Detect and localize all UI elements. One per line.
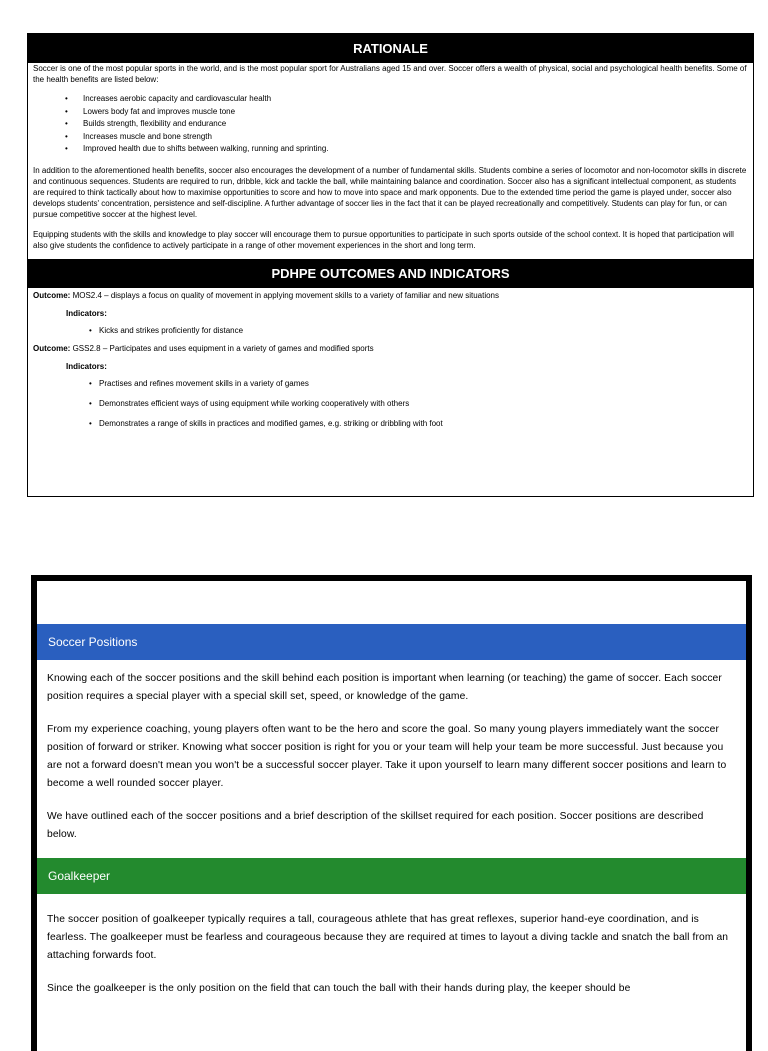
outcome-label: Outcome: [33,290,71,300]
positions-paragraph: We have outlined each of the soccer positions and a brief description of the skillset required for each position. Soccer positions are described below. [47,811,704,840]
goalkeeper-paragraph: Since the goalkeeper is the only position on the field that can touch the ball with their hands during play, the keeper should be [47,983,631,994]
list-item: • Increases aerobic capacity and cardiovascular health [83,93,753,106]
outcome-label: Outcome: [33,343,71,353]
list-item: • Improved health due to shifts between walking, running and sprinting. [83,143,753,156]
list-item: • Builds strength, flexibility and endurance [83,118,753,131]
list-item: • Lowers body fat and improves muscle tone [83,106,753,119]
indicators-label: Indicators: [66,308,107,318]
indicators-list [28,321,753,341]
goalkeeper-paragraph: The soccer position of goalkeeper typically requires a tall, courageous athlete that has great reflexes, superior hand-eye coordination, and is fearless. The goalkeeper must be fearless and courageous because they are required at times to layout a diving tackle and snatch the ball from an attaching forwards foot. [47,914,729,961]
rationale-heading: RATIONALE [28,34,753,63]
blank-header [37,581,746,624]
soccer-positions-panel [31,575,752,1051]
list-item: • Practises and refines movement skills in a variety of games [99,374,753,394]
rationale-paragraph: In addition to the aforementioned health benefits, soccer also encourages the development of a number of fundamental skills. Students combine a series of locomotor and non-locomotor skills in discrete and continuous sequences. Students are required to run, dribble, kick and tackle the ball, while maintaining balance and coordination. Soccer also has a significant intellectual component, as students are required to think tactically about how to maximise opportunities to score and how to move into space and mark opponents. Due to the extended time period the game is played under, soccer also develops students' concentration, persistence and self-discipline. A further advantage of soccer lies in the fact that it can be played recreationally and competitively. Students can play for fun, or can pursue competitive soccer at the highest level. [33,165,747,219]
rationale-intro: Soccer is one of the most popular sports in the world, and is the most popular sport for Australians aged 15 and over. Soccer offers a wealth of physical, social and psychological health benefits. Some of the health benefits are listed below: [33,64,747,84]
rationale-panel [27,33,754,497]
outcome-text: GSS2.8 – Participates and uses equipment in a variety of games and modified sports [72,343,374,353]
indicators-label: Indicators: [66,361,107,371]
list-item: • Demonstrates efficient ways of using equipment while working cooperatively with others [99,394,753,414]
outcome-text: MOS2.4 – displays a focus on quality of movement in applying movement skills to a variety of familiar and new situations [72,290,500,300]
outcome-line [28,343,753,354]
positions-paragraph: From my experience coaching, young players often want to be the hero and score the goal. So many young players immediately want the soccer position of forward or striker. Knowing what soccer position is right for you or your team will help your team be more successful. Just because you are not a forward doesn't mean you won't be a successful soccer player. Take it upon yourself to learn many different soccer positions and learn to become a well rounded soccer player. [47,724,727,789]
list-item: • Increases muscle and bone strength [83,131,753,144]
positions-paragraph: Knowing each of the soccer positions and the skill behind each position is important when learning (or teaching) the game of soccer. Each soccer position requires a special player with a special skill set, speed, or knowledge of the game. [47,673,722,702]
benefits-list [28,93,753,156]
rationale-paragraph: Equipping students with the skills and knowledge to play soccer will encourage them to pursue opportunities to participate in such sports outside of the school context. It is hoped that participation will also give students the confidence to actively participate in a range of other movement experiences in the short and long term. [33,229,734,250]
outcome-line [28,290,753,301]
goalkeeper-heading: Goalkeeper [37,858,746,894]
outcomes-heading: PDHPE OUTCOMES AND INDICATORS [28,259,753,288]
list-item: • Demonstrates a range of skills in practices and modified games, e.g. striking or dribbling with foot [99,414,753,434]
list-item: • Kicks and strikes proficiently for distance [99,321,753,341]
soccer-positions-heading: Soccer Positions [37,624,746,660]
indicators-list [28,374,753,434]
